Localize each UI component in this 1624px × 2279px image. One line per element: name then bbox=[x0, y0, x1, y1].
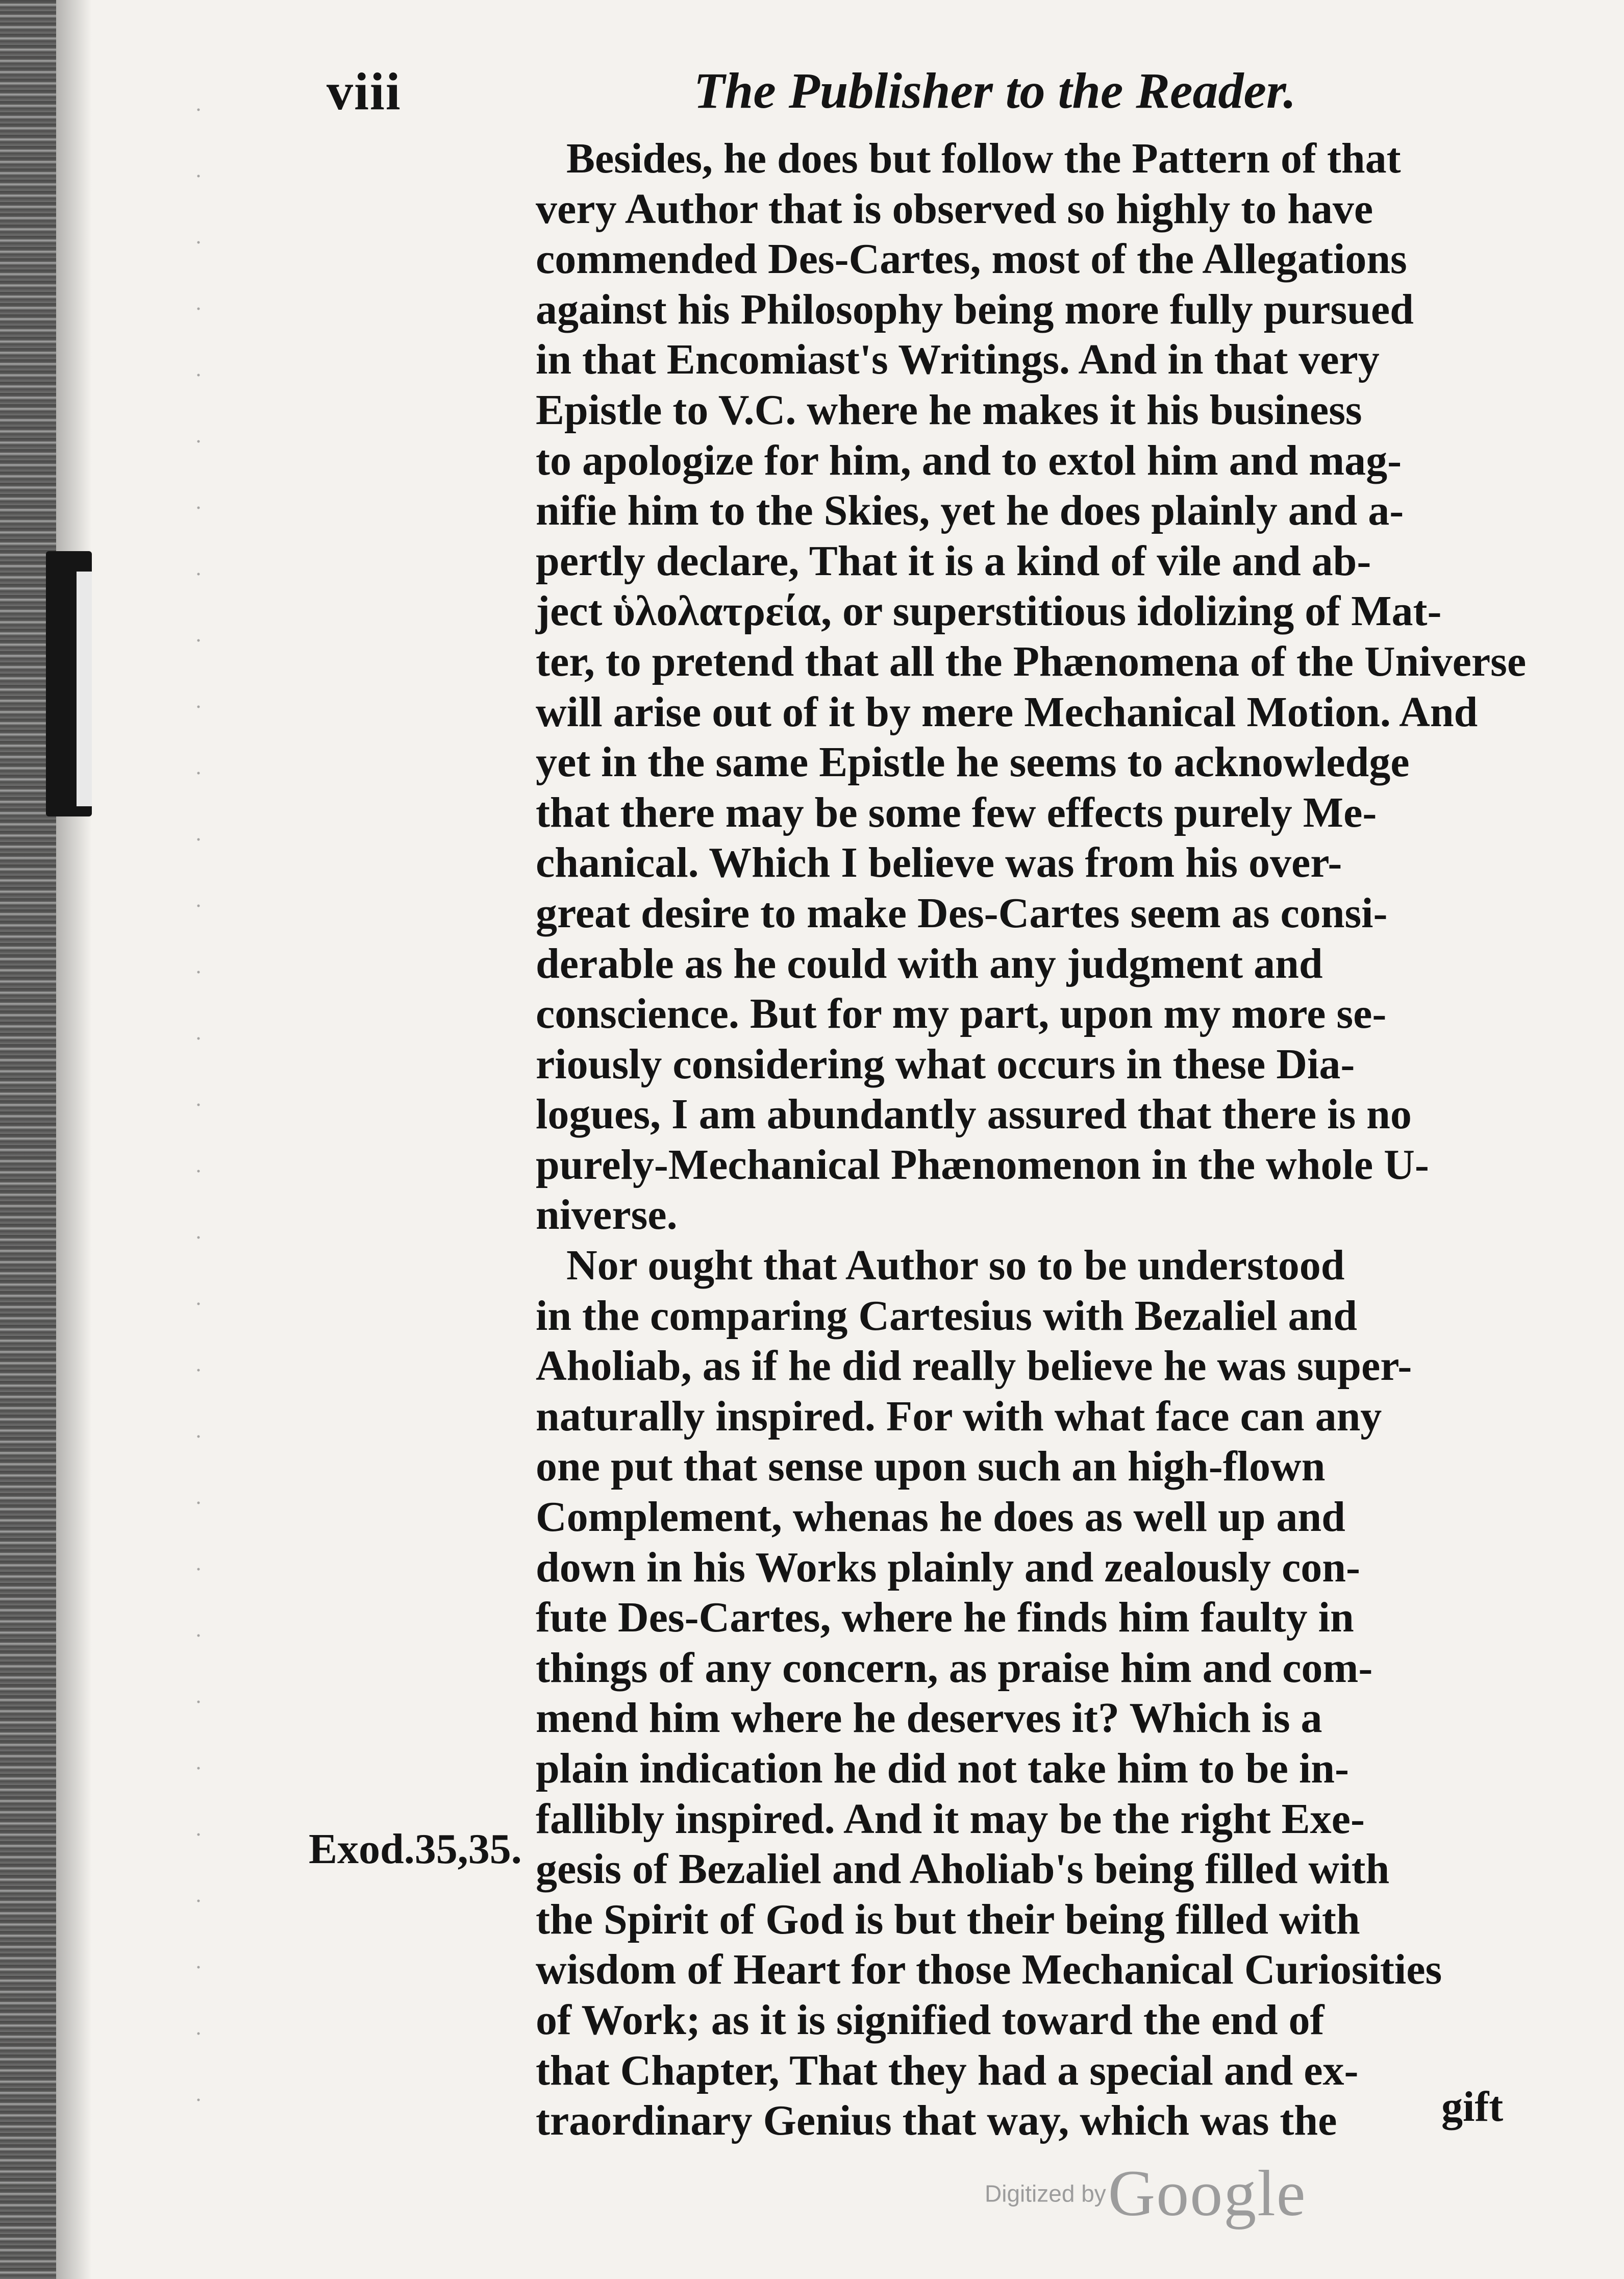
running-head: The Publisher to the Reader. bbox=[693, 62, 1296, 119]
text-line: Besides, he does but follow the Pattern of that bbox=[566, 135, 1401, 182]
text-line: of Work; as it is signified toward the end of bbox=[536, 1996, 1325, 2044]
text-line: mend him where he deserves it? Which is a bbox=[536, 1694, 1322, 1742]
page-gutter-shadow bbox=[0, 0, 56, 2279]
text-line: to apologize for him, and to extol him and mag- bbox=[536, 436, 1402, 484]
text-line: conscience. But for my part, upon my more se- bbox=[536, 990, 1387, 1038]
text-line: traordinary Genius that way, which was the bbox=[536, 2097, 1337, 2145]
digitized-watermark bbox=[985, 2156, 1307, 2231]
text-line: gesis of Bezaliel and Aholiab's being filled with bbox=[536, 1845, 1390, 1893]
text-line: Nor ought that Author so to be understood bbox=[566, 1242, 1345, 1290]
text-line: great desire to make Des-Cartes seem as consi- bbox=[536, 889, 1388, 937]
text-line: nifie him to the Skies, yet he does plainly and a- bbox=[536, 487, 1404, 535]
marginal-note: Exod.35,35. bbox=[309, 1825, 522, 1873]
text-line: down in his Works plainly and zealously con- bbox=[536, 1543, 1360, 1591]
watermark-prefix: Digitized by bbox=[985, 2180, 1106, 2207]
text-line: derable as he could with any judgment and bbox=[536, 939, 1323, 987]
text-line: fallibly inspired. And it may be the right Exe- bbox=[536, 1795, 1365, 1843]
text-line: ject ὑλολατρεία, or superstitious idolizing of Mat- bbox=[536, 587, 1442, 635]
text-line: in that Encomiast's Writings. And in that very bbox=[536, 336, 1380, 384]
margin-scan-artifact-highlight bbox=[77, 572, 92, 806]
text-line: niverse. bbox=[536, 1191, 678, 1239]
text-line: one put that sense upon such an high-flown bbox=[536, 1443, 1326, 1491]
text-line: in the comparing Cartesius with Bezaliel and bbox=[536, 1292, 1357, 1340]
text-line: chanical. Which I believe was from his over- bbox=[536, 839, 1342, 887]
text-line: naturally inspired. For with what face can any bbox=[536, 1392, 1382, 1440]
text-line: riously considering what occurs in these Dia- bbox=[536, 1040, 1355, 1088]
text-line: Epistle to V.C. where he makes it his business bbox=[536, 386, 1362, 434]
text-line: wisdom of Heart for those Mechanical Curiosities bbox=[536, 1946, 1442, 1994]
text-line: plain indication he did not take him to be in- bbox=[536, 1745, 1349, 1792]
text-line: yet in the same Epistle he seems to acknowledge bbox=[536, 738, 1410, 786]
text-line: Aholiab, as if he did really believe he was super- bbox=[536, 1342, 1412, 1390]
body-text bbox=[536, 134, 1527, 2146]
text-line: things of any concern, as praise him and com- bbox=[536, 1644, 1373, 1692]
page-number: viii bbox=[327, 62, 402, 121]
text-line: fute Des-Cartes, where he finds him faulty in bbox=[536, 1594, 1354, 1642]
watermark-brand: Google bbox=[1108, 2157, 1307, 2230]
text-line: purely-Mechanical Phænomenon in the whole U- bbox=[536, 1141, 1429, 1188]
text-line: against his Philosophy being more fully pursued bbox=[536, 285, 1414, 333]
text-line: the Spirit of God is but their being filled with bbox=[536, 1895, 1360, 1943]
page-header bbox=[327, 61, 1500, 122]
text-line: Complement, whenas he does as well up and bbox=[536, 1493, 1345, 1541]
text-line: that there may be some few effects purely Me- bbox=[536, 788, 1377, 836]
text-line: commended Des-Cartes, most of the Allegations bbox=[536, 235, 1407, 283]
catchword: gift bbox=[1441, 2083, 1504, 2131]
text-line: will arise out of it by mere Mechanical Motion. And bbox=[536, 688, 1478, 736]
margin-speckle bbox=[196, 77, 201, 2118]
text-line: very Author that is observed so highly to have bbox=[536, 185, 1373, 233]
text-line: pertly declare, That it is a kind of vile and ab- bbox=[536, 537, 1371, 585]
text-line: ter, to pretend that all the Phænomena of the Universe bbox=[536, 637, 1527, 685]
text-line: logues, I am abundantly assured that there is no bbox=[536, 1091, 1412, 1138]
text-line: that Chapter, That they had a special and ex- bbox=[536, 2046, 1359, 2094]
gutter-fade bbox=[56, 0, 92, 2279]
